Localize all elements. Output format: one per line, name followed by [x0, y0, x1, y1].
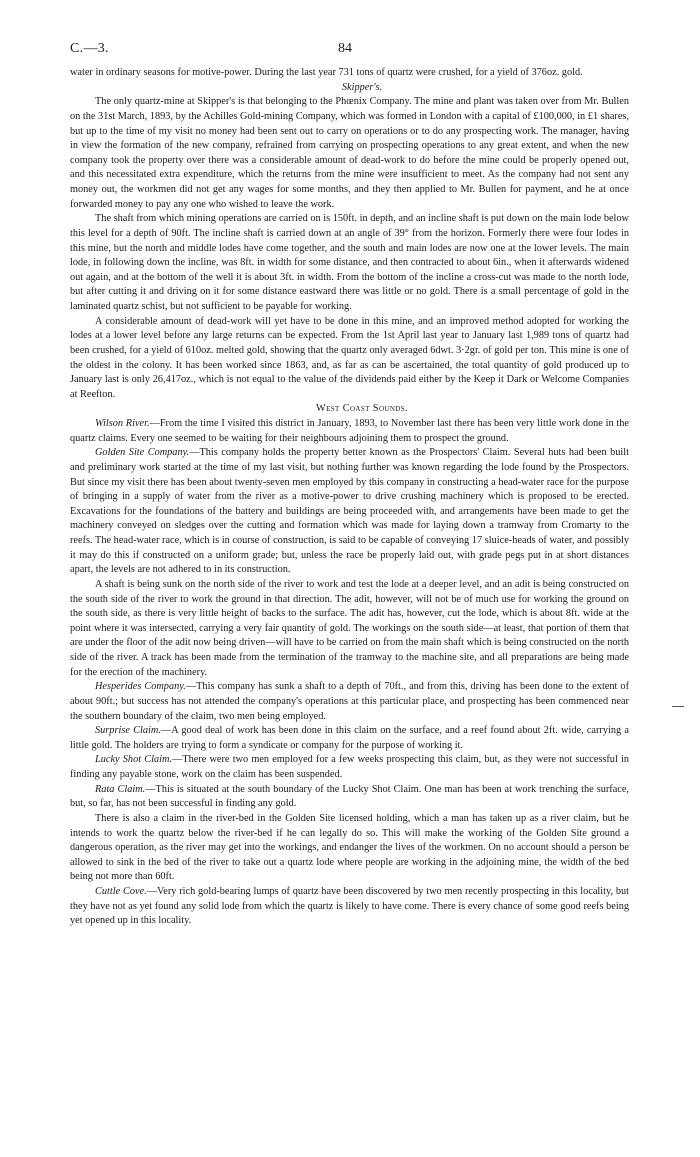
section-heading-skippers: Skipper's.	[341, 81, 383, 93]
entry-text: —There were two men employed for a few weeks prospecting this claim, but, as they were not successful in finding any payable stone, work on the claim has been suspended.	[70, 754, 630, 780]
paragraph: A considerable amount of dead-work will yet have to be done in this mine, and an improved method adopted for working the lodes at a lower level before any large returns can be expected. From the 1st April last year to January last 1,989 tons of quartz had been crushed, for a yield of 610oz. melted gold, showing that the quartz only averaged 6dwt. 3·2gr. of gold per ton. This mine is one of the oldest in the colony. It has been worked since 1863, and, as far as can be ascertained, the total quantity of gold produced up to January last is only 26,417oz., which is not equal to the value of the dividends paid either by the Keep it Dark or Welcome Companies at Reefton.	[70, 315, 629, 400]
entry-text: —Very rich gold-bearing lumps of quartz have been discovered by two men recently prospecting in this locality, but they have not as yet found any solid lode from which the quartz is likely to have come. There is every chance of some good reefs being yet opened up in this locality.	[70, 886, 629, 927]
entry-lucky-shot-claim	[70, 753, 629, 782]
entry-text: —This is situated at the south boundary of the Lucky Shot Claim. One man has been at work trenching the surface, but, so far, has not been successful in finding any gold.	[70, 783, 629, 810]
entry-lead: Cuttle Cove.	[95, 886, 147, 897]
entry-lead: Lucky Shot Claim.	[95, 754, 173, 766]
entry-hesperides-company	[70, 680, 629, 724]
entry-lead: Rata Claim.	[95, 783, 146, 795]
entry-lead: Hesperides Company.	[95, 681, 186, 693]
entry-wilson-river	[70, 417, 629, 446]
document-reference: C.—3.	[70, 41, 109, 56]
entry-cuttle-cove	[70, 885, 629, 929]
margin-mark	[672, 706, 684, 707]
entry-lead: Surprise Claim.	[95, 725, 161, 737]
paragraph: A shaft is being sunk on the north side of the river to work and test the lode at a deeper level, and an adit is being constructed on the south side of the river to work the ground in that direction. The adit, however, will not be of much use for working the ground on the south side, as there is very little height of backs to the surface. The adit has, however, cut the lode, which is about 8ft. wide at the point where it was intersected, carrying a very fair quantity of gold. The workings on the south side—at least, that portion of them that are under the floor of the adit now being driven—will have to be carried on from the main shaft which is being constructed on the north side of the river. A track has been made from the termination of the tramway to the machine site, and all preparations are being made for the erection of the machinery.	[70, 578, 630, 678]
entry-lead: Golden Site Company.	[95, 447, 190, 459]
paragraph: There is also a claim in the river-bed in the Golden Site licensed holding, which a man has taken up as a river claim, but he intends to work the quartz below the river-bed if he can legally do so. This will make the working of the Golden Site ground a dangerous operation, as the river may get into the workings, and endanger the lives of the workmen. On no account should a person be allowed to sink in the bed of the river to take out a quartz lode where people are working in the adjoining mine, the width of the bed being not more than 60ft.	[70, 812, 629, 883]
paragraph: The only quartz-mine at Skipper's is that belonging to the Phœnix Company. The mine and plant was taken over from Mr. Bullen on the 31st March, 1893, by the Achilles Gold-mining Company, which was formed in London with a capital of £100,000, in £1 shares, but up to the time of my visit no money had been sent out to carry on operations or to do any prospecting work. The manager, having in view the formation of the new company, refrained from carrying on prospecting operations to any great extent, and when the new company took the property over there was a considerable amount of dead-work to do before the mine could be properly opened out, and this necessitated extra expenditure, which the returns from the mine were insufficient to meet. As the company had not sent any money out, the workmen did not get any wages for some months, and they then applied to Mr. Bullen for payment, and he at once forwarded money to pay any one who wished to leave the work.	[70, 96, 629, 210]
entry-text: —This company has sunk a shaft to a depth of 70ft., and from this, driving has been done to the extent of about 90ft.; but success has not attended the company's operations at this particular place, and prospecting has been commenced near the southern boundary of the claim, two men being employed.	[70, 681, 629, 722]
intro-paragraph: water in ordinary seasons for motive-power. During the last year 731 tons of quartz were crushed, for a yield of 376oz. gold.	[70, 67, 583, 78]
paragraph: The shaft from which mining operations are carried on is 150ft. in depth, and an incline shaft is put down on the main lode below this level for a depth of 90ft. The incline shaft is carried down at an angle of 39° from the horizon. Formerly there were four lodes in this mine, but the north and middle lodes have come together, and the south and main lodes are now one at the lower levels. The main lode, in following down the incline, was 8ft. in width for some distance, and then contracted to about 6in., when it afterwards widened out again, and at the bottom of the well it is about 3ft. in width. From the bottom of the incline a cross-cut was made to the north lode, but after cutting it and driving on it for some distance eastward there was little or no gold. There is a small percentage of gold in the laminated quartz schist, but not sufficient to be payable for working.	[70, 213, 629, 312]
entry-lead: Wilson River.	[95, 418, 150, 429]
entry-rata-claim	[70, 783, 629, 812]
page-body	[70, 66, 629, 929]
entry-text: —This company holds the property better known as the Prospectors' Claim. Several huts had been built and preliminary work started at the time of my last visit, but nothing further was known regarding the lode found by the Prospectors. But since my visit there has been about twenty-seven men employed by this company in constructing a head-water race for the purpose of bringing in a supply of water from the river as a motive-power to drive crushing machinery which is proposed to be erected. Excavations for the foundations of the battery and buildings are being proceeded with, and arrangements have been made to get the machinery conveyed on sledges over the cutting and formation which was made for laying down a tramway from Cromarty to the reefs. The head-water race, which is in course of construction, is said to be capable of conveying 17 sluice-heads of water, and possibly it may do this if constructed on a uniform grade; but, unless the race be properly laid out, with grade pegs put in at short distances apart, the levels are not adhered to in its construction.	[70, 447, 629, 576]
page-number: 84	[338, 41, 352, 56]
entry-surprise-claim	[70, 724, 629, 753]
entry-text: —A good deal of work has been done in this claim on the surface, and a reef found about 2ft. wide, carrying a little gold. The holders are trying to form a syndicate or company for the purpose of working it.	[70, 725, 629, 751]
entry-golden-site-company	[70, 446, 629, 578]
section-heading-west-coast-sounds: West Coast Sounds.	[315, 403, 409, 415]
entry-text: —From the time I visited this district in January, 1893, to November last there has been very little work done in the quartz claims. Every one seemed to be waiting for their neighbours adjoining them to prospect the ground.	[70, 418, 629, 444]
